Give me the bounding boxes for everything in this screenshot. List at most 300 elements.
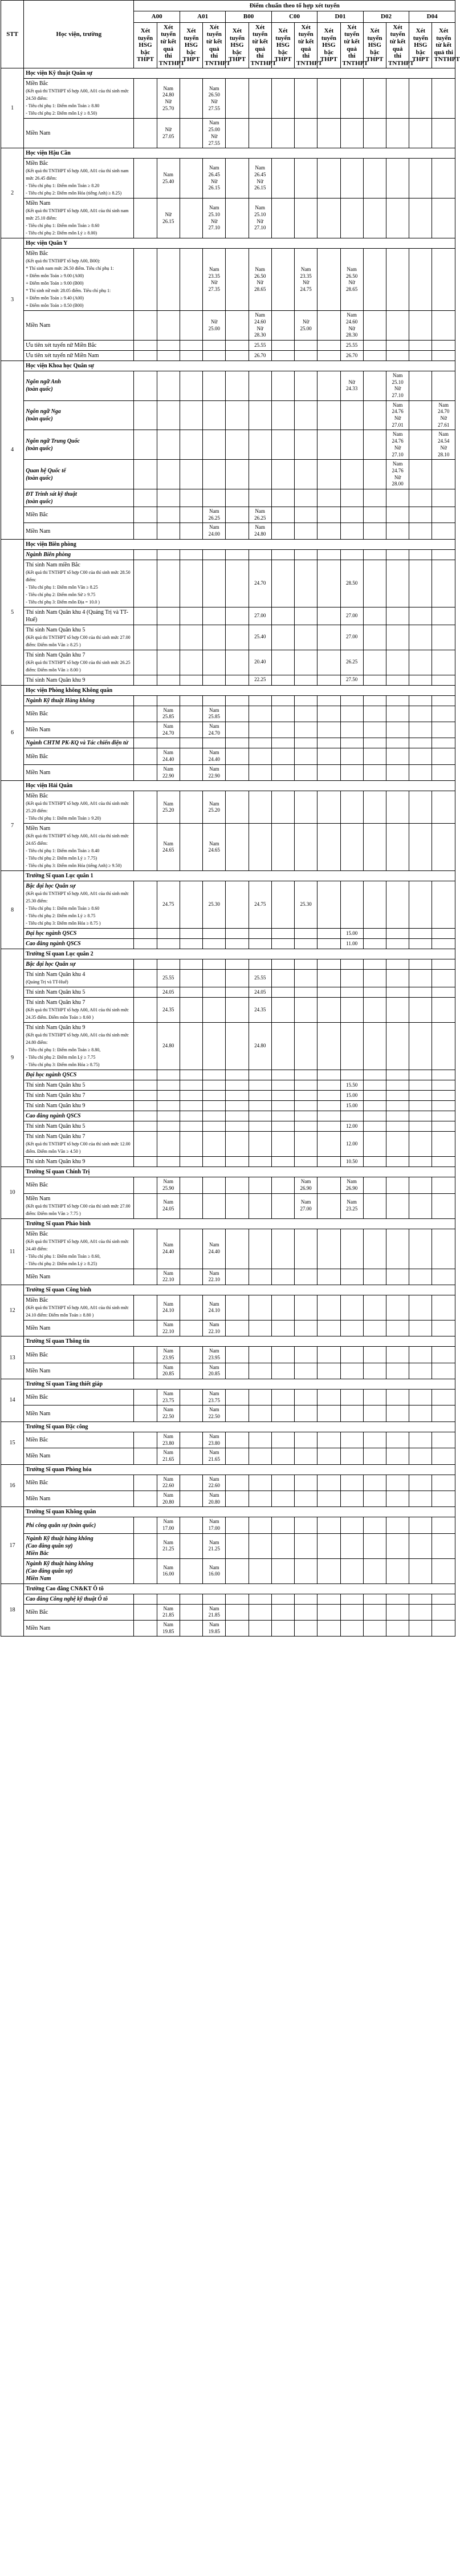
label-line: - Tiêu chí phụ 2: Điểm môn Lý ≥ 8.00)	[26, 230, 97, 236]
score-hsg-a00	[134, 695, 157, 706]
label-line: (Kết quả thi TNTHPT tổ hợp A00, B00):	[26, 258, 100, 264]
score-hsg-b00	[226, 400, 249, 430]
score-tnthpt-a00	[157, 625, 180, 650]
score-tnthpt-c00	[295, 625, 317, 650]
score-tnthpt-d02	[386, 1121, 409, 1132]
score-tnthpt-b00: Nam 25.10 Nữ 27.10	[249, 199, 271, 238]
score-hsg-d04	[409, 625, 432, 650]
score-tnthpt-d02	[386, 1558, 409, 1583]
label-line: Bậc đại học Quân sự	[26, 883, 76, 890]
score-hsg-d01	[317, 1177, 340, 1193]
score-hsg-a00	[134, 430, 157, 460]
score-hsg-a01	[180, 1475, 202, 1490]
score-row	[1, 350, 455, 361]
score-tnthpt-d04	[432, 1101, 455, 1111]
score-hsg-c00	[271, 675, 294, 685]
score-hsg-d02	[363, 311, 386, 341]
score-hsg-d02	[363, 1517, 386, 1533]
score-tnthpt-d02	[386, 1517, 409, 1533]
label-line: (Quảng Trị và TT-Huế)	[26, 979, 68, 985]
score-hsg-d02	[363, 824, 386, 871]
score-hsg-c00	[271, 340, 294, 350]
label-line: - Tiêu chí phụ 2: Điểm môn Lý ≥ 8.75	[26, 913, 96, 919]
score-tnthpt-d04	[432, 1111, 455, 1121]
section-number: 5	[1, 539, 24, 685]
score-tnthpt-d01	[340, 695, 363, 706]
score-tnthpt-a01: Nam 23.75	[203, 1390, 226, 1406]
sub-header-tnthpt: Xét tuyển từ kết quả thi TNTHPT	[295, 22, 317, 68]
score-tnthpt-d04	[432, 371, 455, 400]
score-hsg-a01	[180, 1132, 202, 1157]
score-hsg-a01	[180, 460, 202, 489]
score-hsg-d01	[317, 791, 340, 824]
score-hsg-c00	[271, 350, 294, 361]
score-hsg-b00	[226, 159, 249, 199]
score-hsg-c00	[271, 748, 294, 764]
score-tnthpt-a00	[157, 959, 180, 970]
label-line: Thí sinh Nam Quân khu 9	[26, 1103, 86, 1109]
score-tnthpt-d02	[386, 489, 409, 507]
score-tnthpt-a01: Nam 25.00 Nữ 27.55	[203, 119, 226, 148]
score-hsg-d02	[363, 560, 386, 607]
score-row	[1, 1269, 455, 1285]
score-hsg-d04	[409, 695, 432, 706]
score-tnthpt-d01: 15.00	[340, 929, 363, 939]
score-tnthpt-d02	[386, 706, 409, 722]
score-row	[1, 959, 455, 970]
score-tnthpt-a01	[203, 1070, 226, 1080]
score-hsg-d04	[409, 1157, 432, 1167]
score-hsg-a01	[180, 1157, 202, 1167]
score-hsg-d02	[363, 1121, 386, 1132]
score-tnthpt-b00	[249, 1080, 271, 1091]
score-hsg-a01	[180, 650, 202, 675]
score-tnthpt-b00: Nam 24.60 Nữ 28.30	[249, 311, 271, 341]
label-line: (Kết quả thi TNTHPT tổ hợp A00, A01 của thí sinh mức 24.10 điểm: Điểm môn Toán ≥ 8.80 )	[26, 1305, 129, 1318]
score-tnthpt-a00	[157, 1070, 180, 1080]
score-hsg-a00	[134, 1121, 157, 1132]
score-row	[1, 460, 455, 489]
score-hsg-d02	[363, 625, 386, 650]
score-tnthpt-a00: Nam 24.10	[157, 1295, 180, 1320]
score-hsg-a01	[180, 625, 202, 650]
score-tnthpt-b00: Nam 26.25	[249, 507, 271, 523]
score-tnthpt-c00	[295, 1229, 317, 1269]
score-hsg-d02	[363, 1475, 386, 1490]
score-hsg-d01	[317, 371, 340, 400]
score-hsg-d04	[409, 1132, 432, 1157]
section-name: Trường Sĩ quan Công binh	[24, 1285, 455, 1295]
score-row	[1, 1111, 455, 1121]
label-line: (Cao đẳng quân sự)	[26, 1568, 73, 1574]
score-row	[1, 764, 455, 780]
score-tnthpt-d02	[386, 650, 409, 675]
score-tnthpt-a00	[157, 371, 180, 400]
score-hsg-d01	[317, 1070, 340, 1080]
label-line: Đại học ngành QSCS	[26, 930, 77, 937]
score-tnthpt-d01: 25.55	[340, 340, 363, 350]
section-number: 14	[1, 1379, 24, 1422]
row-label	[24, 430, 134, 460]
score-hsg-d01	[317, 939, 340, 949]
score-tnthpt-d02	[386, 738, 409, 748]
label-line: + Điểm môn Toán ≥ 9.40 (A00)	[26, 295, 84, 301]
score-hsg-b00	[226, 1157, 249, 1167]
score-hsg-d02	[363, 738, 386, 748]
score-hsg-d02	[363, 1390, 386, 1406]
score-tnthpt-a00: Nam 22.60	[157, 1475, 180, 1490]
score-tnthpt-a00	[157, 340, 180, 350]
score-hsg-d04	[409, 1177, 432, 1193]
score-hsg-d02	[363, 1101, 386, 1111]
score-hsg-b00	[226, 1193, 249, 1218]
score-tnthpt-a00	[157, 311, 180, 341]
score-hsg-d02	[363, 1193, 386, 1218]
score-hsg-a00	[134, 400, 157, 430]
score-hsg-d04	[409, 507, 432, 523]
admission-score-table	[1, 0, 460, 1637]
row-label	[24, 722, 134, 738]
score-tnthpt-c00	[295, 1091, 317, 1101]
score-tnthpt-d04	[432, 507, 455, 523]
score-hsg-d04	[409, 929, 432, 939]
row-label	[24, 199, 134, 238]
score-tnthpt-a00: Nam 25.40	[157, 159, 180, 199]
section-number: 10	[1, 1167, 24, 1218]
section-name: Học viện Hậu Cần	[24, 148, 455, 159]
score-hsg-b00	[226, 675, 249, 685]
score-hsg-d02	[363, 1070, 386, 1080]
score-hsg-c00	[271, 1448, 294, 1464]
score-hsg-a00	[134, 748, 157, 764]
label-line: Miền Bắc	[26, 1437, 48, 1443]
score-tnthpt-d01	[340, 1594, 363, 1604]
score-tnthpt-b00	[249, 1111, 271, 1121]
score-hsg-c00	[271, 987, 294, 998]
score-hsg-b00	[226, 549, 249, 560]
score-row	[1, 1621, 455, 1637]
score-hsg-d02	[363, 998, 386, 1023]
score-tnthpt-d04	[432, 1475, 455, 1490]
label-line: Miền Nam	[26, 1625, 51, 1632]
score-hsg-d02	[363, 650, 386, 675]
score-tnthpt-d04	[432, 738, 455, 748]
score-tnthpt-d04	[432, 824, 455, 871]
score-hsg-a00	[134, 1080, 157, 1091]
score-tnthpt-c00	[295, 159, 317, 199]
score-hsg-a01	[180, 340, 202, 350]
score-tnthpt-d01	[340, 119, 363, 148]
label-line: - Tiêu chí phụ 1: Điểm môn Toán ≥ 9.20)	[26, 816, 101, 821]
label-line: (Kết quả thi TNTHPT tổ hợp A00, A01 của thí sinh mức 24.80 điểm:	[26, 1032, 129, 1046]
row-label	[24, 987, 134, 998]
row-label	[24, 998, 134, 1023]
label-line: Miền Bắc	[26, 1230, 48, 1237]
label-line: Thí sinh Nam Quân khu 5	[26, 989, 86, 996]
score-hsg-d02	[363, 1432, 386, 1448]
score-hsg-d02	[363, 791, 386, 824]
score-tnthpt-a01	[203, 1111, 226, 1121]
score-hsg-d02	[363, 1229, 386, 1269]
section-number: 6	[1, 685, 24, 781]
score-tnthpt-d04	[432, 340, 455, 350]
score-hsg-c00	[271, 1229, 294, 1269]
score-hsg-b00	[226, 695, 249, 706]
score-tnthpt-a00: Nam 22.10	[157, 1320, 180, 1336]
score-row	[1, 400, 455, 430]
score-tnthpt-a00: Nam 24.65	[157, 824, 180, 871]
row-label	[24, 1320, 134, 1336]
score-tnthpt-d01: 26.70	[340, 350, 363, 361]
label-line: Miền Nam	[26, 1496, 51, 1502]
label-line: Miền Bắc	[26, 250, 48, 257]
score-hsg-d02	[363, 1406, 386, 1421]
score-hsg-d04	[409, 1121, 432, 1132]
score-tnthpt-d01	[340, 1490, 363, 1506]
score-hsg-d04	[409, 1229, 432, 1269]
label-line: Thí sinh Nam miền Bắc	[26, 561, 80, 568]
score-hsg-a00	[134, 607, 157, 625]
score-tnthpt-d02	[386, 607, 409, 625]
score-tnthpt-a00: Nam 25.20	[157, 791, 180, 824]
score-hsg-a00	[134, 1177, 157, 1193]
score-hsg-b00	[226, 881, 249, 929]
score-tnthpt-a01: Nam 25.10 Nữ 27.10	[203, 199, 226, 238]
score-hsg-a01	[180, 939, 202, 949]
score-tnthpt-d01: Nam 26.50 Nữ 28.65	[340, 249, 363, 311]
score-tnthpt-b00	[249, 430, 271, 460]
score-hsg-c00	[271, 371, 294, 400]
score-tnthpt-d01	[340, 400, 363, 430]
score-hsg-d02	[363, 507, 386, 523]
label-line: Miền Nam	[26, 1410, 51, 1417]
score-hsg-d01	[317, 1363, 340, 1379]
score-tnthpt-a00: Nam 21.25	[157, 1533, 180, 1558]
score-hsg-c00	[271, 1193, 294, 1218]
score-tnthpt-b00: Nam 26.50 Nữ 28.65	[249, 249, 271, 311]
score-hsg-c00	[271, 159, 294, 199]
label-line: (Kết quả thi TNTHPT tổ hợp A00, A01 của thí sinh mức 24.40 điểm:	[26, 1238, 129, 1251]
score-hsg-d04	[409, 1558, 432, 1583]
score-hsg-d01	[317, 1121, 340, 1132]
label-line: Thí sinh Nam Quân khu 9	[26, 677, 86, 683]
score-hsg-b00	[226, 1111, 249, 1121]
score-hsg-b00	[226, 1604, 249, 1620]
label-line: Thí sinh Nam Quân khu 9	[26, 1159, 86, 1165]
score-hsg-b00	[226, 350, 249, 361]
score-tnthpt-a01: Nam 24.00	[203, 523, 226, 539]
score-tnthpt-c00	[295, 1080, 317, 1091]
score-hsg-d01	[317, 824, 340, 871]
score-tnthpt-c00: Nam 27.00	[295, 1193, 317, 1218]
score-hsg-b00	[226, 1432, 249, 1448]
score-hsg-b00	[226, 311, 249, 341]
score-tnthpt-b00	[249, 1533, 271, 1558]
score-tnthpt-a00	[157, 738, 180, 748]
score-row	[1, 1023, 455, 1070]
score-hsg-a00	[134, 824, 157, 871]
score-row	[1, 695, 455, 706]
score-hsg-d01	[317, 1448, 340, 1464]
score-hsg-a01	[180, 1269, 202, 1285]
score-tnthpt-c00	[295, 1070, 317, 1080]
score-tnthpt-a01: Nam 24.70	[203, 722, 226, 738]
row-label	[24, 1594, 134, 1604]
row-label	[24, 1490, 134, 1506]
score-hsg-d02	[363, 1320, 386, 1336]
score-hsg-d02	[363, 430, 386, 460]
score-hsg-a01	[180, 400, 202, 430]
score-row	[1, 1432, 455, 1448]
score-tnthpt-d01: 15.00	[340, 1101, 363, 1111]
score-tnthpt-b00	[249, 1621, 271, 1637]
score-hsg-b00	[226, 523, 249, 539]
score-tnthpt-d04	[432, 1363, 455, 1379]
score-tnthpt-a01: Nam 23.35 Nữ 27.35	[203, 249, 226, 311]
score-hsg-d02	[363, 675, 386, 685]
score-hsg-b00	[226, 970, 249, 987]
score-hsg-b00	[226, 1490, 249, 1506]
section-name: Học viện Biên phòng	[24, 539, 455, 549]
score-tnthpt-b00	[249, 1193, 271, 1218]
score-tnthpt-b00	[249, 1475, 271, 1490]
score-tnthpt-b00: 24.80	[249, 1023, 271, 1070]
score-tnthpt-c00	[295, 1121, 317, 1132]
score-tnthpt-d01: Nam 24.60 Nữ 28.30	[340, 311, 363, 341]
score-row	[1, 987, 455, 998]
score-hsg-d02	[363, 1363, 386, 1379]
score-hsg-c00	[271, 939, 294, 949]
sub-header-tnthpt: Xét tuyển từ kết quả thi TNTHPT	[432, 22, 455, 68]
score-hsg-a00	[134, 523, 157, 539]
score-hsg-d04	[409, 340, 432, 350]
score-row	[1, 1475, 455, 1490]
score-hsg-d04	[409, 998, 432, 1023]
score-tnthpt-d04	[432, 675, 455, 685]
score-hsg-a01	[180, 371, 202, 400]
label-line: Ngôn ngữ Trung Quốc	[26, 438, 80, 444]
score-tnthpt-a01: Nam 24.40	[203, 748, 226, 764]
stt-header: STT	[1, 1, 24, 68]
score-tnthpt-d02	[386, 824, 409, 871]
score-tnthpt-d02	[386, 1269, 409, 1285]
score-hsg-d04	[409, 987, 432, 998]
score-tnthpt-d02	[386, 199, 409, 238]
score-hsg-d01	[317, 1604, 340, 1620]
score-tnthpt-d04	[432, 1517, 455, 1533]
score-tnthpt-d01: 15.00	[340, 1091, 363, 1101]
score-tnthpt-a00	[157, 1132, 180, 1157]
score-row	[1, 791, 455, 824]
label-line: Ngành Biên phòng	[26, 551, 71, 558]
row-label	[24, 1475, 134, 1490]
score-tnthpt-a01	[203, 340, 226, 350]
score-tnthpt-a01: Nam 23.80	[203, 1432, 226, 1448]
score-hsg-d04	[409, 738, 432, 748]
score-tnthpt-c00	[295, 929, 317, 939]
label-line: - Tiêu chí phụ 3: Điểm môn Hóa ≥ 8.75 )	[26, 921, 101, 926]
score-hsg-b00	[226, 1475, 249, 1490]
score-hsg-d04	[409, 79, 432, 119]
score-row	[1, 119, 455, 148]
score-row	[1, 1177, 455, 1193]
score-hsg-d04	[409, 959, 432, 970]
score-tnthpt-b00: 26.70	[249, 350, 271, 361]
row-label	[24, 970, 134, 987]
score-tnthpt-a00: Nữ 26.15	[157, 199, 180, 238]
score-tnthpt-c00	[295, 1132, 317, 1157]
score-hsg-d04	[409, 311, 432, 341]
section-header	[1, 1285, 455, 1295]
score-hsg-a00	[134, 1347, 157, 1363]
score-tnthpt-d04: Nam 24.70 Nữ 27.61	[432, 400, 455, 430]
section-header	[1, 238, 455, 249]
score-tnthpt-d01	[340, 998, 363, 1023]
score-tnthpt-c00	[295, 650, 317, 675]
score-hsg-d01	[317, 199, 340, 238]
score-tnthpt-b00: 24.75	[249, 881, 271, 929]
score-hsg-a01	[180, 970, 202, 987]
score-hsg-a01	[180, 1363, 202, 1379]
score-tnthpt-a01: Nam 22.10	[203, 1320, 226, 1336]
score-hsg-d04	[409, 350, 432, 361]
label-line: Cao đẳng Công nghệ kỹ thuật Ô tô	[26, 1595, 108, 1602]
row-label	[24, 340, 134, 350]
score-hsg-d04	[409, 1193, 432, 1218]
score-tnthpt-a00: Nam 20.80	[157, 1490, 180, 1506]
score-hsg-a01	[180, 1070, 202, 1080]
section-number: 11	[1, 1218, 24, 1285]
score-hsg-c00	[271, 970, 294, 987]
score-tnthpt-d02	[386, 881, 409, 929]
score-tnthpt-d04	[432, 199, 455, 238]
row-label	[24, 1157, 134, 1167]
score-hsg-d04	[409, 1269, 432, 1285]
score-row	[1, 1080, 455, 1091]
score-hsg-b00	[226, 1363, 249, 1379]
score-tnthpt-b00	[249, 79, 271, 119]
label-line: Thí sinh Nam Quân khu 5	[26, 1123, 86, 1130]
score-hsg-d01	[317, 523, 340, 539]
score-hsg-c00	[271, 695, 294, 706]
label-line: - Tiêu chí phụ 1: Điểm môn Toán ≥ 8.80	[26, 103, 100, 109]
score-tnthpt-d04	[432, 1269, 455, 1285]
sub-header-tnthpt: Xét tuyển từ kết quả thi TNTHPT	[157, 22, 180, 68]
score-hsg-b00	[226, 1132, 249, 1157]
label-line: (Kết quả thi TNTHPT tổ hợp C00 của thí sinh mức 27.00 điểm: Điểm môn Văn ≥ 7.75 )	[26, 1203, 131, 1216]
score-row	[1, 340, 455, 350]
score-hsg-c00	[271, 1177, 294, 1193]
score-tnthpt-a00: Nam 20.85	[157, 1363, 180, 1379]
row-label	[24, 625, 134, 650]
score-tnthpt-a01: Nam 24.40	[203, 1229, 226, 1269]
score-tnthpt-d04	[432, 1132, 455, 1157]
score-tnthpt-b00	[249, 824, 271, 871]
section-header	[1, 1583, 455, 1594]
score-tnthpt-c00	[295, 1533, 317, 1558]
score-tnthpt-a00	[157, 1101, 180, 1111]
score-hsg-d02	[363, 1111, 386, 1121]
score-hsg-b00	[226, 460, 249, 489]
score-tnthpt-d04	[432, 249, 455, 311]
section-header	[1, 1379, 455, 1390]
row-label	[24, 881, 134, 929]
label-line: Ngôn ngữ Nga	[26, 408, 61, 415]
score-hsg-a01	[180, 507, 202, 523]
score-hsg-d01	[317, 1229, 340, 1269]
score-hsg-c00	[271, 1621, 294, 1637]
score-hsg-b00	[226, 1320, 249, 1336]
